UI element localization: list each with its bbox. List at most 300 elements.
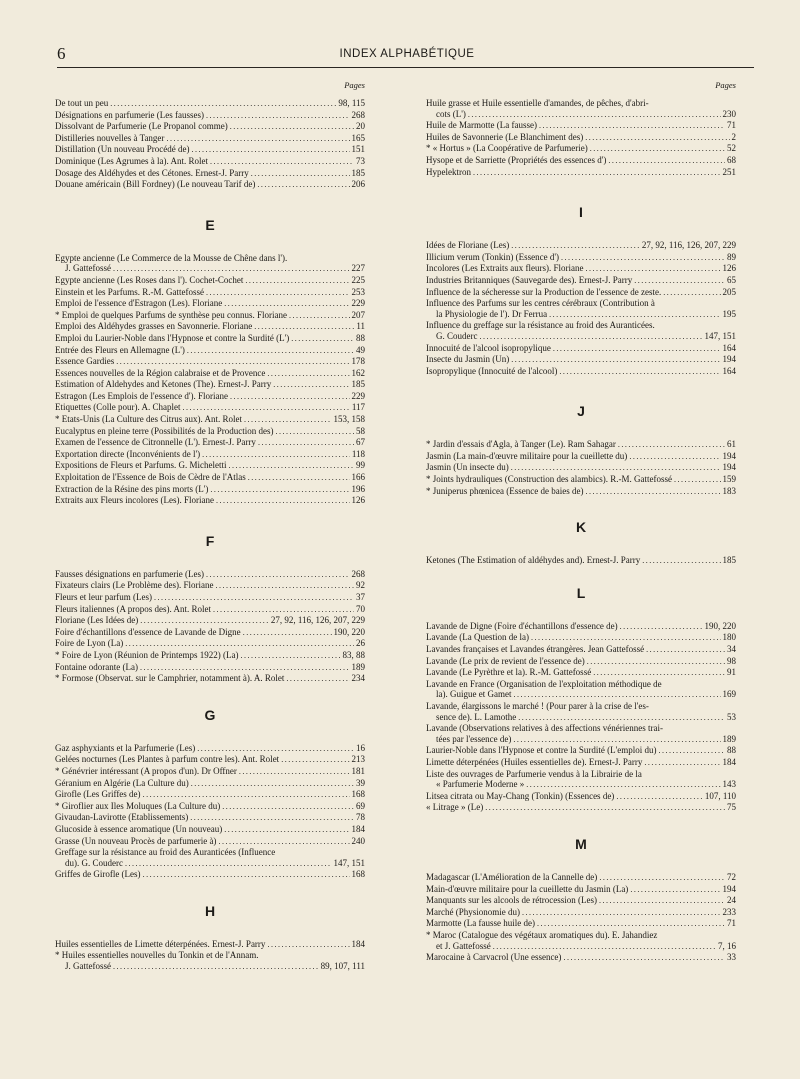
- entry-title: Idées de Floriane (Les): [426, 240, 510, 251]
- index-entry: [55, 253, 365, 275]
- entry-pages: 88: [727, 745, 736, 756]
- dot-leader: [206, 110, 350, 122]
- index-entry: [55, 743, 365, 755]
- entry-title: Fleurs italiennes (A propos des). Ant. Rolet: [55, 603, 211, 614]
- entry-pages: 91: [727, 667, 736, 678]
- entry-title: sence de). L. Lamothe: [436, 711, 517, 722]
- dot-leader: [206, 569, 350, 581]
- index-entry: [55, 426, 365, 438]
- entry-title: Manquants sur les alcools de rétrocession (Les): [426, 895, 597, 906]
- dot-leader: [267, 939, 349, 951]
- entry-pages: 181: [351, 765, 365, 776]
- entry-pages: 143: [722, 779, 736, 790]
- entry-title: Huile grasse et Huile essentielle d'amandes, de pêches, d'abri-: [426, 98, 649, 108]
- pages-column-label: Pages: [344, 80, 365, 90]
- entry-title: Extraits aux Fleurs incolores (Les). Floriane: [55, 495, 214, 506]
- index-entry: [55, 402, 365, 414]
- entry-title: Laurier-Noble dans l'Hypnose et contre la Surdité (L'emploi du): [426, 745, 657, 756]
- entry-title: Incolores (Les Extraits aux fleurs). Floriane: [426, 263, 584, 274]
- page-header: [57, 44, 757, 68]
- dot-leader: [140, 662, 350, 674]
- entry-pages: 268: [351, 109, 365, 120]
- dot-leader: [593, 667, 725, 679]
- index-entry: [55, 298, 365, 310]
- entry-title: du). G. Couderc: [65, 857, 123, 868]
- dot-leader: [202, 449, 350, 461]
- index-entry: [426, 451, 736, 463]
- dot-leader: [224, 824, 349, 836]
- entry-pages: 99: [356, 460, 365, 471]
- section-letter-m: M: [575, 835, 587, 852]
- entry-title: Huiles de Savonnerie (Le Blanchiment des): [426, 131, 584, 142]
- entry-pages: 206: [351, 179, 365, 190]
- entry-title: Floriane (Les Idées de): [55, 615, 139, 626]
- index-entry: [426, 287, 736, 299]
- entry-pages: 185: [351, 379, 365, 390]
- index-entry: [55, 754, 365, 766]
- entry-pages: 118: [351, 448, 365, 459]
- section-letter-g: G: [204, 706, 216, 723]
- entry-pages: 92: [356, 580, 365, 591]
- entry-title: Insecte du Jasmin (Un): [426, 354, 510, 365]
- index-entry: [55, 345, 365, 357]
- section-spacer: [55, 685, 365, 707]
- entry-pages: 159: [722, 474, 736, 485]
- entry-pages: 71: [727, 918, 736, 929]
- entry-pages: 67: [356, 437, 365, 448]
- index-entry: [55, 638, 365, 650]
- index-entry: [426, 120, 736, 132]
- section-spacer: [55, 881, 365, 903]
- entry-pages: 75: [727, 802, 736, 813]
- dot-leader: [674, 474, 721, 486]
- index-entry: [55, 133, 365, 145]
- entry-pages: 230: [722, 108, 736, 119]
- dot-leader: [630, 884, 720, 896]
- entry-title: Madagascar (L'Amélioration de la Cannelle de): [426, 871, 598, 882]
- section-letter-h: H: [204, 902, 216, 919]
- dot-leader: [110, 98, 336, 110]
- section-spacer: [426, 377, 736, 403]
- index-entry: [426, 632, 736, 644]
- dot-leader: [511, 354, 720, 366]
- section-letter-j: J: [577, 403, 585, 420]
- entry-title: * Huiles essentielles nouvelles du Tonkin et de l'Annam.: [55, 950, 259, 961]
- entry-title: * « Hortus » (La Coopérative de Parfumerie): [426, 143, 588, 154]
- section-letter-e: E: [205, 216, 215, 233]
- index-entry: [55, 650, 365, 662]
- index-entry: [426, 263, 736, 275]
- index-entry: [55, 321, 365, 333]
- entry-title: « Litrage » (Le): [426, 802, 484, 813]
- index-entry: [426, 167, 736, 179]
- index-entry: [55, 495, 365, 507]
- index-entry: [426, 252, 736, 264]
- entry-title: Grasse (Un nouveau Procès de parfumerie à): [55, 835, 217, 846]
- index-entry: [55, 950, 365, 972]
- entry-pages: 117: [351, 402, 365, 413]
- dot-leader: [251, 168, 350, 180]
- dot-leader: [125, 638, 354, 650]
- entry-title: cots (L'): [436, 108, 466, 119]
- index-entry: [426, 757, 736, 769]
- entry-title: Greffage sur la résistance au froid des Auranticées (Influence: [55, 847, 276, 858]
- entry-title: Egypte ancienne (Les Roses dans l'). Cochet-Cochet: [55, 274, 244, 285]
- dot-leader: [634, 275, 725, 287]
- entry-pages: 195: [722, 308, 736, 319]
- index-entry: [426, 884, 736, 896]
- dot-leader: [629, 451, 720, 463]
- entry-pages: 70: [356, 603, 365, 614]
- index-entry: [55, 580, 365, 592]
- entry-title: Dominique (Les Agrumes à la). Ant. Rolet: [55, 155, 208, 166]
- entry-pages: 190, 220: [704, 620, 736, 631]
- index-entry: [426, 872, 736, 884]
- entry-title: la). Guigue et Gamet: [436, 689, 512, 700]
- index-entry: [426, 155, 736, 167]
- entry-pages: 83, 88: [342, 649, 365, 660]
- dot-leader: [125, 858, 332, 870]
- dot-leader: [143, 869, 350, 881]
- entry-title: Marocaine à Carvacrol (Une essence): [426, 952, 562, 963]
- entry-title: Lavande en France (Organisation de l'exploitation méthodique de: [426, 678, 662, 689]
- entry-pages: 107, 110: [704, 790, 736, 801]
- dot-leader: [143, 789, 350, 801]
- index-entry: [426, 555, 736, 567]
- index-entry: [426, 132, 736, 144]
- entry-title: Gelées nocturnes (Les Plantes à parfum contre les). Ant. Rolet: [55, 754, 280, 765]
- entry-pages: 147, 151: [333, 857, 365, 868]
- dot-leader: [587, 656, 725, 668]
- dot-leader: [224, 298, 349, 310]
- section-letter-k: K: [575, 519, 587, 536]
- dot-leader: [599, 872, 725, 884]
- entry-title: Lavande, élargissons le marché ! (Pour parer à la crise de l'es-: [426, 701, 649, 711]
- index-entry: [55, 144, 365, 156]
- index-entry: [426, 930, 736, 952]
- entry-title: « Parfumerie Moderne »: [436, 779, 525, 790]
- entry-pages: 151: [351, 144, 365, 155]
- entry-title: Etiquettes (Colle pour). A. Chaplet: [55, 402, 181, 413]
- entry-pages: 184: [351, 823, 365, 834]
- dot-leader: [531, 632, 721, 644]
- dot-leader: [273, 379, 349, 391]
- entry-title: Lavande (Observations relatives à des affections vénériennes trai-: [426, 723, 663, 734]
- dot-leader: [281, 754, 349, 766]
- index-entry: [55, 604, 365, 616]
- entry-pages: 65: [727, 274, 736, 285]
- entry-pages: 26: [356, 638, 365, 649]
- entry-pages: 89, 107, 111: [320, 961, 365, 972]
- entry-pages: 190, 220: [333, 626, 365, 637]
- entry-title: Désignations en parfumerie (Les fausses): [55, 109, 204, 120]
- dot-leader: [245, 275, 349, 287]
- index-entry: [426, 143, 736, 155]
- entry-title: * Génévrier intéressant (A propos d'un). Dr Offner: [55, 765, 237, 776]
- dot-leader: [468, 109, 721, 121]
- entry-title: Innocuité de l'alcool isopropylique: [426, 342, 551, 353]
- left-column: [55, 78, 365, 973]
- entry-pages: 69: [356, 800, 365, 811]
- entry-pages: 78: [356, 812, 365, 823]
- index-entry: [55, 484, 365, 496]
- entry-title: Huile de Marmotte (La fausse): [426, 120, 537, 131]
- dot-leader: [243, 627, 332, 639]
- entry-title: Lavande (Le Pyrèthre et la). R.-M. Gattefossé: [426, 667, 592, 678]
- dot-leader: [116, 356, 349, 368]
- index-entry: [426, 298, 736, 320]
- entry-title: Distillation (Un nouveau Procédé de): [55, 144, 190, 155]
- dot-leader: [230, 121, 354, 133]
- index-entry: [55, 460, 365, 472]
- dot-leader: [553, 343, 721, 355]
- dot-leader: [213, 604, 354, 616]
- index-entry: [55, 939, 365, 951]
- dot-leader: [663, 287, 720, 299]
- dot-leader: [513, 689, 720, 701]
- entry-title: Influence de la sécheresse sur la Production de l'essence de zeste.: [426, 286, 662, 297]
- entry-pages: 251: [722, 166, 736, 177]
- index-entry: [55, 179, 365, 191]
- entry-title: Extraction de la Résine des pins morts (L'): [55, 483, 209, 494]
- entry-pages: 207: [351, 309, 365, 320]
- index-entry: [55, 847, 365, 869]
- index-entry: [426, 343, 736, 355]
- dot-leader: [493, 941, 716, 953]
- index-entry: [55, 801, 365, 813]
- dot-leader: [618, 439, 725, 451]
- entry-title: Estragon (Les Emplois de l'essence d'). Floriane: [55, 390, 228, 401]
- entry-pages: 98: [727, 655, 736, 666]
- index-entry: [55, 414, 365, 426]
- index-entry: [55, 110, 365, 122]
- index-entry: [426, 918, 736, 930]
- entry-title: G. Couderc: [436, 330, 478, 341]
- entry-title: Fleurs et leur parfum (Les): [55, 592, 152, 602]
- entry-title: Exportation directe (Inconvénients de l'): [55, 448, 201, 459]
- entry-title: Hysope et de Sarriette (Propriétés des essences d'): [426, 154, 607, 165]
- entry-pages: 164: [722, 342, 736, 353]
- entry-pages: 153, 158: [333, 414, 365, 425]
- dot-leader: [646, 644, 725, 656]
- entry-pages: 162: [351, 367, 365, 378]
- section-letter-i: I: [579, 204, 583, 221]
- entry-pages: 240: [351, 835, 365, 846]
- index-entry: [55, 592, 365, 604]
- entry-pages: 196: [351, 483, 365, 494]
- index-entry: [55, 287, 365, 299]
- entry-pages: 185: [351, 167, 365, 178]
- entry-pages: 178: [351, 356, 365, 367]
- entry-title: Limette déterpénées (Huiles essentielles de). Ernest-J. Parry: [426, 756, 643, 767]
- index-entry: [55, 869, 365, 881]
- entry-pages: 73: [356, 155, 365, 166]
- dot-leader: [659, 745, 726, 757]
- section-spacer: [426, 178, 736, 204]
- index-entry: [55, 836, 365, 848]
- index-entry: [426, 462, 736, 474]
- index-entry: [426, 791, 736, 803]
- entry-pages: 184: [351, 938, 365, 949]
- entry-pages: 126: [722, 263, 736, 274]
- entry-title: * Giroflier aux Iles Moluques (La Culture du): [55, 800, 221, 811]
- entry-title: Influence du greffage sur la résistance au froid des Auranticées.: [426, 320, 655, 331]
- index-entry: [426, 354, 736, 366]
- entry-title: * Foire de Lyon (Réunion de Printemps 1922) (La): [55, 649, 239, 660]
- index-entry: [55, 156, 365, 168]
- index-entry: [55, 391, 365, 403]
- entry-title: tées par l'essence de): [436, 733, 512, 744]
- index-entry: [426, 439, 736, 451]
- entry-pages: 34: [727, 644, 736, 655]
- entry-title: Glucoside à essence aromatique (Un nouveau): [55, 823, 223, 834]
- index-entry: [426, 679, 736, 701]
- index-entry: [426, 366, 736, 378]
- entry-pages: 227: [351, 263, 365, 274]
- index-entry: [426, 723, 736, 745]
- entry-title: Foire d'échantillons d'essence de Lavande de Digne: [55, 626, 241, 637]
- entry-title: Examen de l'essence de Citronnelle (L'). Ernest-J. Parry: [55, 437, 256, 448]
- index-entry: [426, 701, 736, 723]
- dot-leader: [154, 592, 354, 604]
- entry-pages: 194: [722, 462, 736, 473]
- dot-leader: [248, 472, 350, 484]
- dot-leader: [166, 133, 349, 145]
- index-entry: [55, 379, 365, 391]
- dot-leader: [244, 414, 332, 426]
- dot-leader: [291, 333, 354, 345]
- entry-pages: 183: [722, 485, 736, 496]
- index-entry: [426, 486, 736, 498]
- index-entry: [55, 812, 365, 824]
- dot-leader: [191, 144, 349, 156]
- entry-pages: 88: [356, 332, 365, 343]
- page-number: 6: [57, 44, 66, 63]
- entry-pages: 234: [351, 673, 365, 684]
- dot-leader: [275, 426, 354, 438]
- entry-pages: 33: [727, 952, 736, 963]
- entry-title: Girofle (Les Griffes de): [55, 789, 141, 800]
- running-title: INDEX ALPHABÉTIQUE: [339, 48, 475, 60]
- entry-pages: 16: [356, 742, 365, 753]
- index-entry: [426, 240, 736, 252]
- entry-pages: 7, 16: [718, 940, 736, 951]
- entry-title: * Juniperus phœnicea (Essence de baies de): [426, 485, 584, 496]
- index-entry: [426, 745, 736, 757]
- entry-pages: 229: [351, 390, 365, 401]
- entry-title: Expositions de Fleurs et Parfums. G. Micheletti: [55, 460, 227, 471]
- entry-pages: 98, 115: [338, 98, 365, 108]
- entry-title: Fontaine odorante (La): [55, 661, 138, 672]
- entry-pages: 27, 92, 116, 126, 207, 229: [270, 615, 365, 626]
- dot-leader: [642, 555, 720, 567]
- entry-title: J. Gattefossé: [65, 263, 111, 274]
- entry-pages: 194: [722, 354, 736, 365]
- dot-leader: [286, 673, 349, 685]
- dot-leader: [228, 460, 354, 472]
- entry-title: Essences nouvelles de la Région calabraise et de Provence: [55, 367, 266, 378]
- index-entry: [55, 673, 365, 685]
- entry-title: * Maroc (Catalogue des végétaux aromatiques du). E. Jahandiez: [426, 929, 658, 940]
- entry-title: * Emploi de quelques Parfums de synthèse peu connus. Floriane: [55, 309, 287, 320]
- entry-pages: 165: [351, 132, 365, 143]
- dot-leader: [585, 263, 720, 275]
- index-entry: [426, 769, 736, 791]
- index-entry: [426, 474, 736, 486]
- entry-pages: 253: [351, 286, 365, 297]
- index-entry: [426, 275, 736, 287]
- entry-title: et J. Gattefossé: [436, 940, 491, 951]
- section-letter-f: F: [205, 532, 215, 549]
- entry-title: De tout un peu: [55, 98, 109, 108]
- entry-pages: 189: [351, 661, 365, 672]
- entry-title: la Physiologie de l'). Dr Ferrua: [436, 308, 548, 319]
- index-entry: [426, 667, 736, 679]
- entry-pages: 194: [722, 883, 736, 894]
- dot-leader: [511, 462, 721, 474]
- entry-pages: 61: [727, 439, 736, 450]
- entry-pages: 166: [351, 472, 365, 483]
- entry-pages: 233: [722, 906, 736, 917]
- entry-pages: 205: [722, 286, 736, 297]
- dot-leader: [197, 743, 354, 755]
- entry-pages: 20: [356, 121, 365, 132]
- dot-leader: [563, 952, 725, 964]
- dot-leader: [616, 791, 703, 803]
- entry-title: Fausses désignations en parfumerie (Les): [55, 568, 204, 579]
- entry-title: Emploi de l'essence d'Estragon (Les). Floriane: [55, 298, 223, 309]
- dot-leader: [113, 263, 350, 275]
- dot-leader: [240, 650, 340, 662]
- section-spacer: [426, 497, 736, 519]
- dot-leader: [485, 802, 725, 814]
- dot-leader: [526, 779, 720, 791]
- entry-title: Main-d'œuvre militaire pour la cueillette du Jasmin (La): [426, 883, 629, 894]
- index-entry: [426, 802, 736, 814]
- entry-title: Dissolvant de Parfumerie (Le Propanol comme): [55, 121, 228, 132]
- entry-title: Douane américain (Bill Fordney) (Le nouveau Tarif de): [55, 179, 256, 190]
- index-entry: [55, 778, 365, 790]
- entry-title: Dosage des Aldéhydes et des Cétones. Ernest-J. Parry: [55, 167, 249, 178]
- dot-leader: [480, 331, 703, 343]
- index-entry: [55, 789, 365, 801]
- entry-pages: 27, 92, 116, 126, 207, 229: [641, 240, 736, 251]
- dot-leader: [620, 621, 703, 633]
- dot-leader: [267, 368, 349, 380]
- index-entry: [55, 356, 365, 368]
- entry-title: Fixateurs clairs (Le Problème des). Floriane: [55, 580, 214, 591]
- section-spacer: [55, 191, 365, 217]
- index-entry: [426, 98, 736, 120]
- entry-title: J. Gattefossé: [65, 961, 111, 972]
- dot-leader: [585, 486, 720, 498]
- index-entry: [55, 615, 365, 627]
- entry-pages: 126: [351, 495, 365, 506]
- index-entry: [55, 437, 365, 449]
- entry-pages: 58: [356, 425, 365, 436]
- dot-leader: [216, 495, 350, 507]
- entry-pages: 37: [356, 592, 365, 602]
- entry-title: Industries Britanniques (Sauvegarde des). Ernest-J. Parry: [426, 274, 633, 285]
- entry-pages: 53: [727, 711, 736, 722]
- dot-leader: [258, 437, 354, 449]
- dot-leader: [608, 155, 725, 167]
- dot-leader: [599, 895, 725, 907]
- entry-pages: 229: [351, 298, 365, 309]
- entry-pages: 180: [722, 632, 736, 643]
- dot-leader: [539, 120, 725, 132]
- dot-leader: [522, 907, 721, 919]
